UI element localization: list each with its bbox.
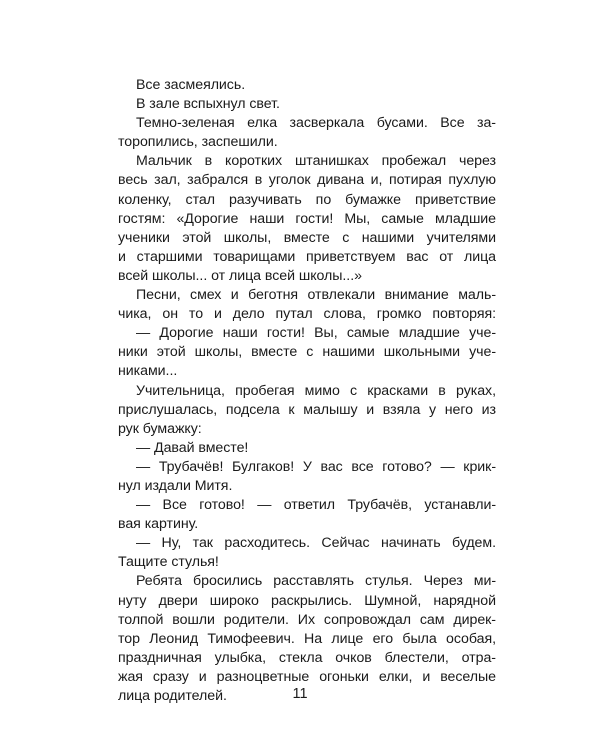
text-line: рук бумажку:: [118, 420, 202, 437]
text-line: — Ну, так расходитесь. Сейчас начинать будем.: [136, 535, 496, 552]
text-line: лица родителей.: [118, 688, 227, 704]
text-line: праздничная улыбка, стекла очков блестели, отра-: [118, 649, 496, 666]
text-line: никами...: [118, 363, 178, 380]
text-line: коленку, стал разучивать по бумажке приветствие: [118, 191, 496, 208]
text-line: вая картину.: [118, 516, 199, 533]
text-line: Темно-зеленая елка засверкала бусами. Все за-: [136, 115, 496, 132]
text-line: нуту двери широко раскрылись. Шумной, нарядной: [118, 592, 496, 609]
body-text: [118, 76, 496, 706]
text-line: — Дорогие наши гости! Вы, самые младшие уче-: [136, 325, 496, 342]
text-line: — Все готово! — ответил Трубачёв, устанавли-: [136, 497, 496, 514]
text-line: Все засмеялись.: [136, 77, 246, 93]
text-line: весь зал, забрался в уголок дивана и, потирая пухлую: [118, 172, 496, 189]
text-line: всей школы... от лица всей школы...»: [118, 267, 362, 284]
text-line: жая сразу и разноцветные огоньки елки, и веселые: [118, 668, 496, 685]
text-line: ники этой школы, вместе с нашими школьными уче-: [118, 344, 496, 361]
text-line: Мальчик в коротких штанишках пробежал через: [136, 153, 496, 170]
text-line: нул издали Митя.: [118, 477, 233, 494]
text-line: В зале вспыхнул свет.: [136, 96, 280, 113]
page-number: 11: [292, 686, 308, 702]
text-line: прислушалась, подсела к малышу и взяла у него из: [118, 401, 496, 418]
text-line: гостям: «Дорогие наши гости! Мы, самые младшие: [118, 210, 496, 227]
text-line: тор Леонид Тимофеевич. На лице его была особая,: [118, 630, 496, 647]
text-line: Песни, смех и беготня отвлекали внимание маль-: [136, 287, 496, 304]
text-line: — Трубачёв! Булгаков! У вас все готово? — крик-: [136, 458, 496, 475]
text-line: торопились, заспешили.: [118, 134, 278, 151]
text-line: чика, он то и дело путал слова, громко повторяя:: [118, 306, 496, 323]
text-line: Ребята бросились расставлять стулья. Через ми-: [136, 573, 496, 590]
text-line: и старшими товарищами приветствуем вас от лица: [118, 248, 496, 265]
text-line: — Давай вместе!: [136, 439, 249, 456]
text-line: толпой вошли родители. Их сопровождал сам дирек-: [118, 611, 496, 628]
text-line: ученики этой школы, вместе с нашими учителями: [118, 229, 496, 246]
text-line: Тащите стулья!: [118, 554, 219, 571]
text-line: Учительница, пробегая мимо с красками в руках,: [136, 382, 496, 399]
